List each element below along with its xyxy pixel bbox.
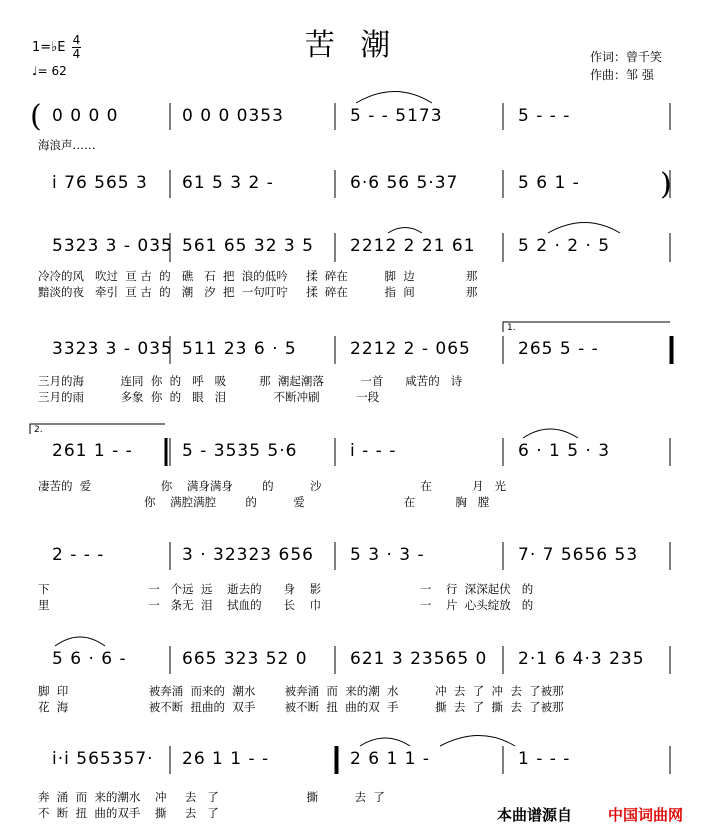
measure: 665 323 52 0 [182, 649, 308, 669]
measure: 6 · 1 5 · 3 [518, 441, 611, 461]
measure: i - - - [350, 441, 397, 461]
measure: 2 - - - [52, 545, 105, 565]
measure: i 76 565 3 [52, 173, 148, 193]
volta-number: 2. [34, 425, 43, 435]
measure: 0 0 0 0 [52, 106, 119, 126]
measure: 26 1 1 - - [182, 749, 270, 769]
lyric-line: 你 满腔满腔 的 爱 在 胸 膛 [38, 495, 490, 509]
lyric-line: 凄苦的 爱 你 满身满身 的 沙 在 月 光 [38, 479, 507, 493]
measure: 7· 7 5656 53 [518, 545, 639, 565]
composer-credit: 作曲：邹 强 [590, 68, 654, 82]
site-name-link[interactable]: 中国词曲网 [608, 806, 684, 824]
measure: 3323 3 - 035 [52, 339, 173, 359]
tempo-marking [32, 64, 67, 78]
measure: 5 6 1 - [518, 173, 580, 193]
measure: 2·1 6 4·3 235 [518, 649, 645, 669]
lyric-line: 黯淡的夜 牵引 亘 古 的 潮 汐 把 一句叮咛 揉 碎在 指 间 那 [38, 285, 478, 299]
measure: 1 - - - [518, 749, 571, 769]
measure: 0 0 0 0353 [182, 106, 284, 126]
measure: 6·6 56 5·37 [350, 173, 459, 193]
measure: 511 23 6 · 5 [182, 339, 297, 359]
quarter-note-icon: ♩ [32, 64, 38, 78]
measure: 5 3 · 3 - [350, 545, 425, 565]
lyric-line: 三月的海 连同 你 的 呼 吸 那 潮起潮落 一首 咸苦的 诗 [38, 374, 463, 388]
key-signature: 1=♭E [32, 40, 66, 55]
time-sig-numerator: 4 [72, 33, 81, 47]
measure: i·i 565357· [52, 749, 154, 769]
measure: 265 5 - - [518, 339, 599, 359]
lyric-line: 奔 涌 而 来的潮水 冲 去 了 撕 去 了 [38, 790, 385, 804]
measure: 61 5 3 2 - [182, 173, 274, 193]
measure: 5323 3 - 035 [52, 236, 173, 256]
lyric-line: 冷冷的风 吹过 亘 古 的 礁 石 把 浪的低吟 揉 碎在 脚 边 那 [38, 269, 478, 283]
measure: 621 3 23565 0 [350, 649, 488, 669]
measure: 2 6 1 1 - [350, 749, 431, 769]
measure: 5 - 3535 5·6 [182, 441, 298, 461]
lyric-line: 花 海 被不断 扭曲的 双手 被不断 扭 曲的双 手 撕 去 了 撕 去 了被那 [38, 700, 564, 714]
measure: 2212 2 - 065 [350, 339, 471, 359]
time-signature [72, 34, 81, 61]
lyric-line: 里 一 条无 泪 拭血的 长 巾 一 片 心头绽放 的 [38, 598, 534, 612]
measure: 5 - - 5173 [350, 106, 443, 126]
lyricist-credit: 作词：曾千笑 [590, 50, 663, 64]
score-title: 苦 潮 [304, 28, 399, 63]
measure: 5 - - - [518, 106, 571, 126]
measure: 5 2 · 2 · 5 [518, 236, 611, 256]
lyric-line: 不 断 扭 曲的双手 撕 去 了 [38, 806, 219, 820]
volta-number: 1. [507, 323, 516, 333]
lyric-line: 海浪声…… [38, 138, 96, 152]
svg-text:(: ( [30, 99, 42, 134]
lyric-line: 下 一 个远 远 逝去的 身 影 一 行 深深起伏 的 [38, 582, 534, 596]
svg-text:): ) [660, 167, 672, 202]
measure: 3 · 32323 656 [182, 545, 314, 565]
measure: 2212 2 21 61 [350, 236, 476, 256]
measure: 561 65 32 3 5 [182, 236, 314, 256]
measure: 261 1 - - [52, 441, 133, 461]
lyric-line: 三月的雨 多象 你 的 眼 泪 不断冲刷 一段 [38, 390, 380, 404]
lyric-line: 脚 印 被奔涌 而来的 潮水 被奔涌 而 来的潮 水 冲 去 了 冲 去 了被那 [38, 684, 564, 698]
source-label: 本曲谱源自 [497, 806, 573, 824]
tempo-value: = 62 [37, 64, 67, 78]
measure: 5 6 · 6 - [52, 649, 127, 669]
time-sig-denominator: 4 [72, 47, 81, 61]
